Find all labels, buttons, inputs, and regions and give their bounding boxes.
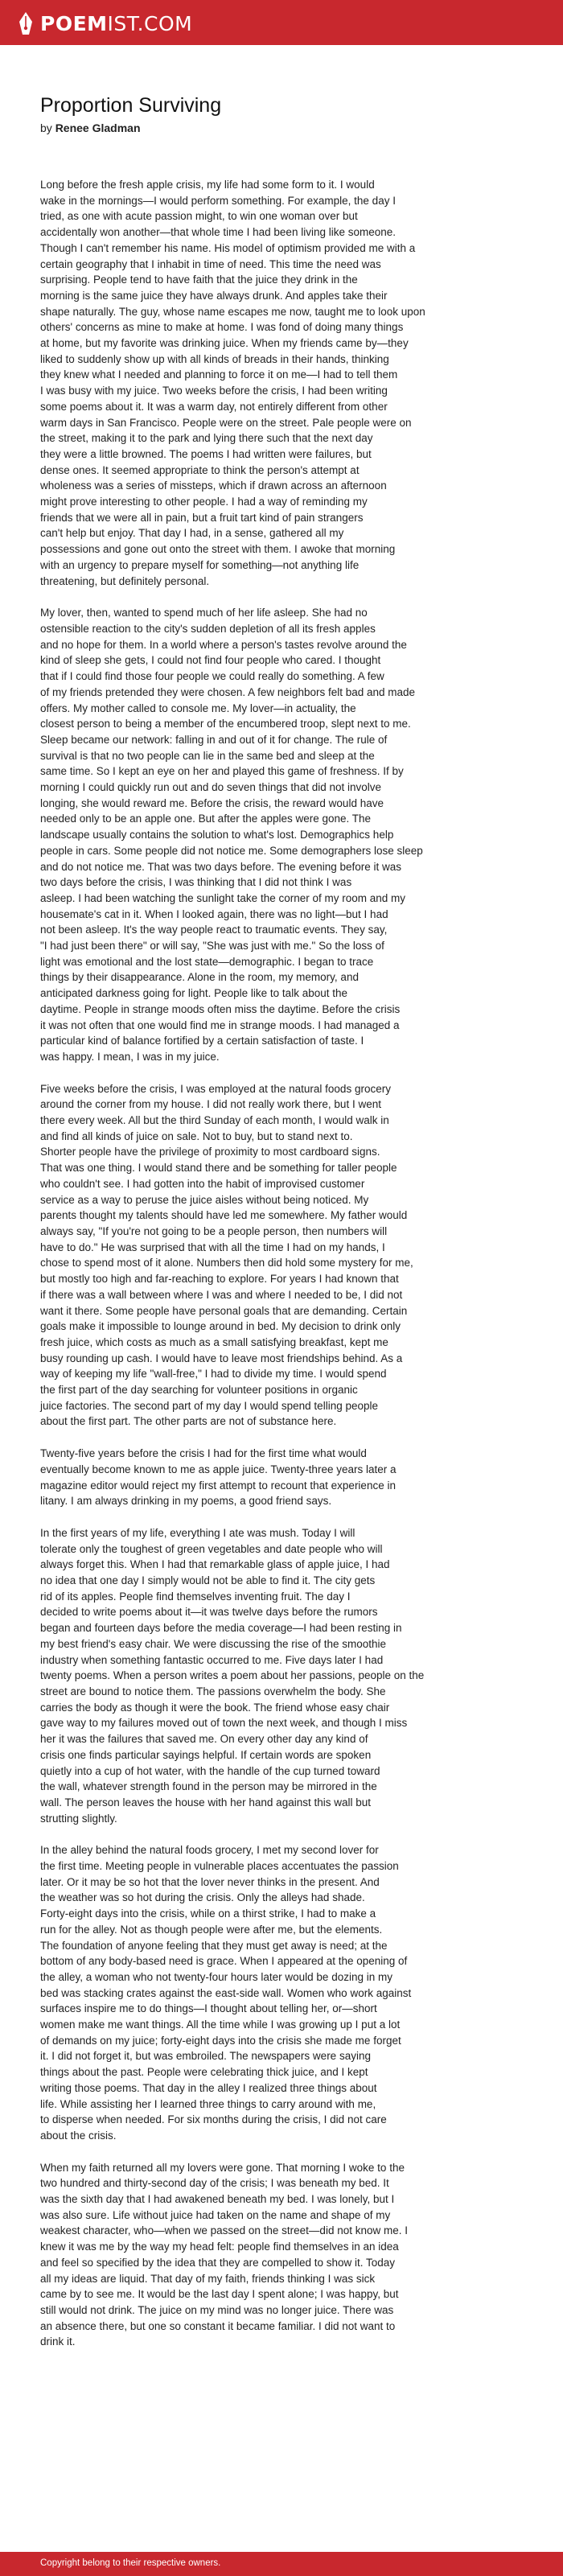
poem-line: knew it was me by the way my head felt: people find themselves in an idea xyxy=(40,2241,399,2253)
stanza xyxy=(40,1842,531,2143)
poem-line: some poems about it. It was a warm day, not entirely different from other xyxy=(40,400,388,413)
poem-line: and no hope for them. In a world where a person's tastes revolve around the xyxy=(40,638,407,651)
poem-line: drink it. xyxy=(40,2335,76,2348)
poem-line: quietly into a cup of hot water, with the handle of the cup turned toward xyxy=(40,1764,380,1777)
poem-line: not been asleep. It's the way people react to traumatic events. They say, xyxy=(40,924,388,936)
poem-line: an absence there, but one so constant it became familiar. I did not want to xyxy=(40,2319,396,2332)
poem-line: still would not drink. The juice on my mind was no longer juice. There was xyxy=(40,2304,394,2316)
poem-line: who couldn't see. I had gotten into the habit of improvised customer xyxy=(40,1177,365,1190)
poem-line: surfaces inspire me to do things—I thought about telling her, or—short xyxy=(40,2002,377,2015)
stanza xyxy=(40,1525,531,1826)
poem-line: two hundred and thirty-second day of the crisis; I was beneath my bed. It xyxy=(40,2177,389,2190)
poem-line: Long before the fresh apple crisis, my life had some form to it. I would xyxy=(40,179,375,191)
poem-line: things about the past. People were celebrating thick juice, and I kept xyxy=(40,2066,368,2079)
poem-line: writing those poems. That day in the alley I realized three things about xyxy=(40,2081,377,2094)
stanza xyxy=(40,1446,531,1509)
poem-line: eventually become known to me as apple juice. Twenty-three years later a xyxy=(40,1463,397,1475)
poem-header xyxy=(40,93,523,137)
poem-line: of my friends pretended they were chosen. A few neighbors felt bad and made xyxy=(40,685,416,698)
poem-line: came by to see me. It would be the last day I spent alone; I was happy, but xyxy=(40,2288,399,2301)
poem-line: crisis one finds particular sayings helpful. If certain words are spoken xyxy=(40,1748,372,1761)
poem-line: service as a way to peruse the juice aisles without being noticed. My xyxy=(40,1193,369,1206)
poem-line: twenty poems. When a person writes a poem about her passions, people on the xyxy=(40,1669,425,1682)
poem-line: Forty-eight days into the crisis, while on a thirst strike, I had to make a xyxy=(40,1907,376,1920)
poem-line: bottom of any body-based need is grace. When I appeared at the opening of xyxy=(40,1955,408,1968)
poem-line: Shorter people have the privilege of proximity to most cardboard signs. xyxy=(40,1146,380,1158)
poem-line: always forget this. When I had that remarkable glass of apple juice, I had xyxy=(40,1558,390,1571)
poem-line: dense ones. It seemed appropriate to think the person's attempt at xyxy=(40,463,360,476)
pen-nib-icon xyxy=(18,11,34,35)
poem-line: gave way to my failures moved out of town the next week, and though I miss xyxy=(40,1717,408,1730)
poem-line: always say, "If you're not going to be a people person, then numbers will xyxy=(40,1225,388,1237)
poem-line: but mostly too high and far-reaching to explore. For years I had known that xyxy=(40,1273,399,1286)
poem-line: longing, she would reward me. Before the crisis, the reward would have xyxy=(40,796,384,809)
poem-line: litany. I am always drinking in my poems, a good friend says. xyxy=(40,1495,332,1508)
byline-prefix: by xyxy=(40,121,52,134)
poem-line: have to do." He was surprised that with all the time I had on my hands, I xyxy=(40,1241,385,1253)
poem-line: it was not often that one would find me in strange moods. I had managed a xyxy=(40,1018,400,1031)
poem-line: magazine editor would reject my first attempt to recount that experience in xyxy=(40,1479,396,1492)
poem-line: accidentally won another—that whole time I had been living like someone. xyxy=(40,226,397,239)
poem-line: and do not notice me. That was two days before. The evening before it was xyxy=(40,860,402,873)
logo-bold: POEM xyxy=(40,11,108,35)
poem-line: closest person to being a member of the encumbered troop, slept next to me. xyxy=(40,718,411,730)
poem-line: surprising. People tend to have faith that the juice they drink in the xyxy=(40,274,358,286)
stanza xyxy=(40,177,531,589)
poem-line: want it there. Some people have personal goals that are demanding. Certain xyxy=(40,1304,408,1317)
poem-line: That was one thing. I would stand there and be something for taller people xyxy=(40,1162,397,1175)
poem-line: the wall, whatever strength found in the person may be mirrored in the xyxy=(40,1780,377,1793)
poem-line: particular kind of balance fortified by a certain satisfaction of taste. I xyxy=(40,1035,364,1047)
poem-line: possessions and gone out onto the street with them. I awoke that morning xyxy=(40,543,396,556)
poem-line: the weather was so hot during the crisis. Only the alleys had shade. xyxy=(40,1891,365,1904)
byline xyxy=(40,119,523,137)
poem-line: they were a little browned. The poems I had written were failures, but xyxy=(40,447,372,460)
poem-line: wake in the mornings—I would perform something. For example, the day I xyxy=(40,194,396,207)
poem-line: offers. My mother called to console me. My lover—in actuality, the xyxy=(40,702,356,714)
stanza xyxy=(40,605,531,1064)
poem-line: they knew what I needed and planning to force it on me—I had to tell them xyxy=(40,368,398,381)
poem-line: landscape usually contains the solution to what's lost. Demographics help xyxy=(40,829,394,842)
poem-line: around the corner from my house. I did not really work there, but I went xyxy=(40,1098,381,1111)
copyright-text: Copyright belong to their respective owners. xyxy=(40,2558,221,2568)
poem-line: threatening, but definitely personal. xyxy=(40,574,210,587)
stanza xyxy=(40,1081,531,1430)
poem-line: warm days in San Francisco. People were on the street. Pale people were on xyxy=(40,416,412,429)
poem-line: strutting slightly. xyxy=(40,1812,117,1825)
poem-line: all my ideas are liquid. That day of my faith, friends thinking I was sick xyxy=(40,2272,376,2285)
poem-line: was happy. I mean, I was in my juice. xyxy=(40,1050,220,1063)
poem-line: there every week. All but the third Sunday of each month, I would walk in xyxy=(40,1114,389,1127)
poem-line: shape naturally. The guy, whose name escapes me now, taught me to look upon xyxy=(40,305,425,318)
poem-line: goals make it impossible to lounge around in bed. My decision to drink only xyxy=(40,1320,401,1333)
site-footer xyxy=(0,2552,563,2576)
poem-line: I was busy with my juice. Two weeks before the crisis, I had been writing xyxy=(40,385,388,397)
poem-line: women make me want things. All the time while I was growing up I put a lot xyxy=(40,2018,401,2031)
poem-line: later. Or it may be so hot that the lover never thinks in the present. And xyxy=(40,1875,380,1888)
poem-line: two days before the crisis, I was thinking that I did not think I was xyxy=(40,876,352,889)
poem-body xyxy=(40,177,531,2366)
poem-line: asleep. I had been watching the sunlight take the corner of my room and my xyxy=(40,891,406,904)
poem-line: bed was stacking crates against the east-side wall. Women who work against xyxy=(40,1986,412,1999)
poem-line: street are bound to notice them. The passions overwhelm the body. She xyxy=(40,1685,386,1697)
poem-line: run for the alley. Not as though people were after me, but the elements. xyxy=(40,1923,383,1936)
poem-line: the street, making it to the park and lying there such that the next day xyxy=(40,432,373,445)
poem-line: things by their disappearance. Alone in the room, my memory, and xyxy=(40,971,359,984)
poem-line: to disperse when needed. For six months during the crisis, I did not care xyxy=(40,2113,387,2126)
poem-line: light was emotional and the lost state—demographic. I began to trace xyxy=(40,955,374,968)
site-logo[interactable] xyxy=(18,10,192,37)
poem-line: of demands on my juice; forty-eight days into the crisis she made me forget xyxy=(40,2034,401,2047)
poem-line: busy rounding up cash. I would have to leave most friendships behind. As a xyxy=(40,1352,403,1364)
poem-line: my best friend's easy chair. We were discussing the rise of the smoothie xyxy=(40,1637,387,1650)
poem-line: tolerate only the toughest of green vegetables and date people who will xyxy=(40,1542,383,1555)
poem-line: her it was the failures that saved me. On every other day any kind of xyxy=(40,1733,368,1746)
poem-line: juice factories. The second part of my day I would spend telling people xyxy=(40,1399,378,1412)
poem-line: wall. The person leaves the house with her hand against this wall but xyxy=(40,1796,371,1809)
site-header xyxy=(0,0,563,45)
poem-line: wholeness was a series of missteps, which if drawn across an afternoon xyxy=(40,479,387,492)
poem-line: liked to suddenly show up with all kinds of breads in their hands, thinking xyxy=(40,352,389,365)
poem-line: decided to write poems about it—it was twelve days before the rumors xyxy=(40,1606,378,1619)
poem-line: and find all kinds of juice on sale. Not to buy, but to stand next to. xyxy=(40,1130,353,1142)
poem-line: parents thought my talents should have led me somewhere. My father would xyxy=(40,1209,408,1222)
poem-line: it. I did not forget it, but was embroiled. The newspapers were saying xyxy=(40,2050,371,2063)
logo-wordmark xyxy=(40,12,192,35)
poem-line: weakest character, who—when we passed on the street—did not know me. I xyxy=(40,2224,408,2237)
logo-light: IST.COM xyxy=(107,11,193,35)
poem-line: My lover, then, wanted to spend much of her life asleep. She had no xyxy=(40,607,368,619)
poem-line: Twenty-five years before the crisis I had for the first time what would xyxy=(40,1447,367,1460)
poem-line: same time. So I kept an eye on her and played this game of freshness. If by xyxy=(40,765,404,778)
poem-line: if there was a wall between where I was and where I needed to be, I did not xyxy=(40,1288,403,1301)
poem-line: began and fourteen days before the media coverage—I had been resting in xyxy=(40,1622,402,1635)
poem-line: might prove interesting to other people. I had a way of reminding my xyxy=(40,496,368,508)
poem-line: The foundation of anyone feeling that they must get away is need; at the xyxy=(40,1939,388,1952)
poem-line: carries the body as though it were the book. The friend whose easy chair xyxy=(40,1701,390,1714)
poem-line: friends that we were all in pain, but a fruit tart kind of pain strangers xyxy=(40,511,364,524)
poem-line: the first time. Meeting people in vulnerable places accentuates the passion xyxy=(40,1860,399,1873)
poem-line: "I had just been there" or will say, "She was just with me." So the loss of xyxy=(40,940,384,953)
poem-line: was also sure. Life without juice had taken on the name and shape of my xyxy=(40,2208,391,2221)
poem-line: people in cars. Some people did not notice me. Some demographers lose sleep xyxy=(40,844,423,857)
poem-line: In the first years of my life, everything I ate was mush. Today I will xyxy=(40,1526,355,1539)
poem-line: needed only to be an apple one. But after the apples were gone. The xyxy=(40,813,372,825)
poem-line: morning I could quickly run out and do seven things that did not involve xyxy=(40,781,382,794)
poem-title: Proportion Surviving xyxy=(40,94,222,117)
poem-line: can't help but enjoy. That day I had, in a sense, gathered all my xyxy=(40,527,344,540)
poem-line: that if I could find those four people we could really do something. A few xyxy=(40,670,384,683)
poem-line: survival is that no two people can lie in the same bed and sleep at the xyxy=(40,749,375,762)
poem-line: morning is the same juice they have always drunk. And apples take their xyxy=(40,289,388,302)
poem-line: daytime. People in strange moods often miss the daytime. Before the crisis xyxy=(40,1002,401,1015)
poem-line: others' concerns as mine to make at home. I was fond of doing many things xyxy=(40,321,404,334)
author-link[interactable]: Renee Gladman xyxy=(55,121,141,134)
poem-line: the first part of the day searching for volunteer positions in organic xyxy=(40,1384,358,1397)
poem-line: certain geography that I inhabit in time of need. This time the need was xyxy=(40,257,381,270)
poem-line: rid of its apples. People find themselves inventing fruit. The day I xyxy=(40,1590,351,1603)
poem-line: at home, but my favorite was drinking juice. When my friends came by—they xyxy=(40,337,409,350)
poem-line: about the crisis. xyxy=(40,2129,117,2142)
poem-line: no idea that one day I simply would not be able to find it. The city gets xyxy=(40,1574,376,1587)
stanza xyxy=(40,2160,531,2350)
poem-line: When my faith returned all my lovers were gone. That morning I woke to the xyxy=(40,2161,405,2174)
poem-line: the alley, a woman who not twenty-four hours later would be dozing in my xyxy=(40,1970,392,1983)
poem-line: Five weeks before the crisis, I was employed at the natural foods grocery xyxy=(40,1082,391,1095)
poem-line: housemate's cat in it. When I looked again, there was no light—but I had xyxy=(40,907,388,920)
poem-line: was the sixth day that I had awakened beneath my bed. I was lonely, but I xyxy=(40,2193,395,2206)
poem-line: Sleep became our network: falling in and out of it for change. The rule of xyxy=(40,733,388,746)
poem-line: life. While assisting her I learned three things to carry around with me, xyxy=(40,2097,376,2110)
poem-line: way of keeping my life "wall-free," I had to divide my time. I would spend xyxy=(40,1368,387,1381)
poem-line: with an urgency to prepare myself for something—not anything life xyxy=(40,558,360,571)
poem-line: industry when something fantastic occurred to me. Five days later I had xyxy=(40,1653,384,1666)
poem-line: fresh juice, which costs as much as a small satisfying breakfast, kept me xyxy=(40,1335,388,1348)
poem-line: ostensible reaction to the city's sudden depletion of all its fresh apples xyxy=(40,622,376,635)
poem-line: anticipated darkness going for light. People like to talk about the xyxy=(40,987,347,1000)
poem-line: chose to spend most of it alone. Numbers then did hold some mystery for me, xyxy=(40,1257,413,1269)
poem-line: Though I can't remember his name. His model of optimism provided me with a xyxy=(40,241,416,254)
poem-line: about the first part. The other parts are not of substance here. xyxy=(40,1415,337,1428)
poem-line: kind of sleep she gets, I could not find four people who cared. I thought xyxy=(40,654,381,667)
poem-line: and feel so specified by the idea that they are compelled to show it. Today xyxy=(40,2256,396,2269)
poem-line: In the alley behind the natural foods grocery, I met my second lover for xyxy=(40,1844,379,1857)
poem-line: tried, as one with acute passion might, to win one woman over but xyxy=(40,210,358,223)
